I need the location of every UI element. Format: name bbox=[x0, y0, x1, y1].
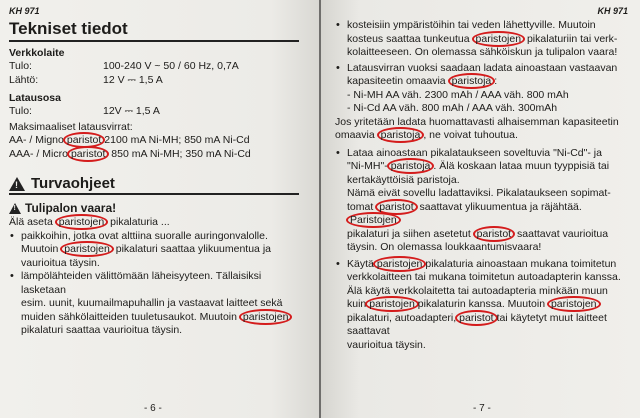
spec-value: 12V ⎓ 1,5 A bbox=[103, 105, 160, 117]
latausosa-heading: Latausosa bbox=[9, 92, 61, 104]
title-rule bbox=[9, 193, 299, 195]
annotated-word: paristot bbox=[473, 226, 515, 242]
list-item: • Latausvirran vuoksi saadaan ladata ainoastaan vastaavan kapasiteetin omaavia paristoja : - Ni-MH AA väh. 2300 mAh / AAA väh. 800 mAh - Ni-Cd AA väh. 800 mAh / AAA väh. 300mAh bbox=[335, 62, 628, 116]
right-page bbox=[321, 0, 640, 418]
list-item: • Lataa ainoastaan pikalataukseen soveltuvia "Ni-Cd"- ja "Ni-MH"- paristoja . Älä koskaan lataa muun tyyppisiä tai kertakäyttöisiä paristoja. Nämä eivät sovellu ladattaviksi. Pikalataukseen sopimat- tomat paristot saattavat ylikuumentua ja räjähtää. Paristojen pikalaturi ja siihen asetetut paristot saattavat vaurioitua täysin. On olemassa loukkaantumisvaara! bbox=[335, 147, 628, 255]
annotated-word: Paristojen bbox=[346, 212, 401, 228]
list-item: • lämpölähteiden välittömään läheisyyteen. Tällaisiksi lasketaan esim. uunit, kuumailmapuhallin ja vastaavat laitteet sekä muiden sähkölaitteiden tuuletusaukot. Muutoin paristojen pikalaturi saattaa vaurioitua täysin. bbox=[9, 270, 307, 338]
annotated-word: paristoja bbox=[387, 158, 435, 174]
list-item: • Käytä paristojen pikalaturia ainoastaan mukana toimitetun verkkolaitteen tai mukana toimitetun autoadapterin kanssa. Älä käytä verkkolaitetta tai autoadapteria minkään muun kuin paristojen pikalaturin kanssa. Muutoin paristojen pikalaturi, autoadapteri, paristot tai käytetyt muut laitteet saattavat vaurioitua täysin. bbox=[335, 258, 628, 353]
warning-triangle-icon bbox=[9, 203, 21, 214]
annotated-word: paristojen bbox=[472, 31, 526, 47]
warning-list bbox=[9, 230, 307, 338]
spec-value: 100-240 V ~ 50 / 60 Hz, 0,7A bbox=[103, 60, 239, 72]
safety-list-2 bbox=[335, 147, 628, 353]
annotated-word: paristojen bbox=[55, 214, 109, 230]
turvaohjeet-heading: ! Turvaohjeet bbox=[9, 175, 307, 192]
list-item: • paikkoihin, jotka ovat alttiina suoralle auringonvalolle. Muutoin paristojen pikalaturi saattaa ylikuumentua ja vaurioitua täysin. bbox=[9, 230, 307, 271]
spec-row-aa: AA- / Migno paristot 2100 mA Ni-MH; 850 mA Ni-Cd bbox=[9, 134, 250, 146]
annotated-word: paristojen bbox=[373, 256, 427, 272]
spec-label: Lähtö: bbox=[9, 73, 39, 86]
max-currents-label: Maksimaaliset latausvirrat: bbox=[9, 120, 133, 133]
spec-value: 12 V ⎓ 1,5 A bbox=[103, 73, 163, 86]
annotated-word: paristot bbox=[375, 199, 417, 215]
page-header: KH 971 bbox=[597, 6, 628, 16]
annotated-word: paristot bbox=[67, 146, 109, 162]
annotated-word: paristot bbox=[455, 310, 497, 326]
warning-triangle-icon bbox=[9, 177, 25, 191]
spec-row-tulo-2 bbox=[9, 105, 307, 119]
annotated-word: paristojen bbox=[60, 241, 114, 257]
annotated-word: paristojen bbox=[547, 296, 601, 312]
annotated-word: paristojen bbox=[365, 296, 419, 312]
spec-row-aaa: AAA- / Micro paristot 850 mA Ni-MH; 350 mA Ni-Cd bbox=[9, 147, 251, 160]
spec-row-tulo bbox=[9, 60, 307, 74]
warning-paragraph: Jos yritetään ladata huomattavasti alhaisemman kapasiteetin omaavia paristoja , ne voivat tuhoutua. bbox=[335, 115, 619, 141]
spec-label: Tulo: bbox=[9, 60, 32, 72]
annotated-word: paristojen bbox=[239, 309, 293, 325]
annotated-word: paristoja bbox=[448, 73, 496, 89]
spec-label: Tulo: bbox=[9, 105, 32, 117]
safety-list bbox=[335, 19, 628, 116]
annotated-word: paristot bbox=[63, 132, 105, 148]
list-item: • kosteisiin ympäristöihin tai veden lähettyville. Muutoin kosteus saattaa tunkeutua paristojen pikalaturiin tai verk- kolaitteeseen. On olemassa sähköiskun ja tulipalon vaara! bbox=[335, 19, 628, 60]
verkkolaite-heading: Verkkolaite bbox=[9, 47, 65, 59]
page-number: - 7 - bbox=[473, 403, 491, 414]
page-number: - 6 - bbox=[144, 403, 162, 414]
tulipalo-heading: ! Tulipalon vaara! bbox=[9, 201, 307, 216]
page-header: KH 971 bbox=[9, 6, 40, 16]
left-page bbox=[0, 0, 319, 418]
title-rule bbox=[9, 40, 299, 42]
intro-line: Älä aseta paristojen pikalaturia ... bbox=[9, 216, 170, 228]
annotated-word: paristoja bbox=[377, 127, 425, 143]
section-title-tekniset-tiedot: Tekniset tiedot bbox=[9, 19, 128, 38]
spec-row-lahto bbox=[9, 74, 307, 88]
